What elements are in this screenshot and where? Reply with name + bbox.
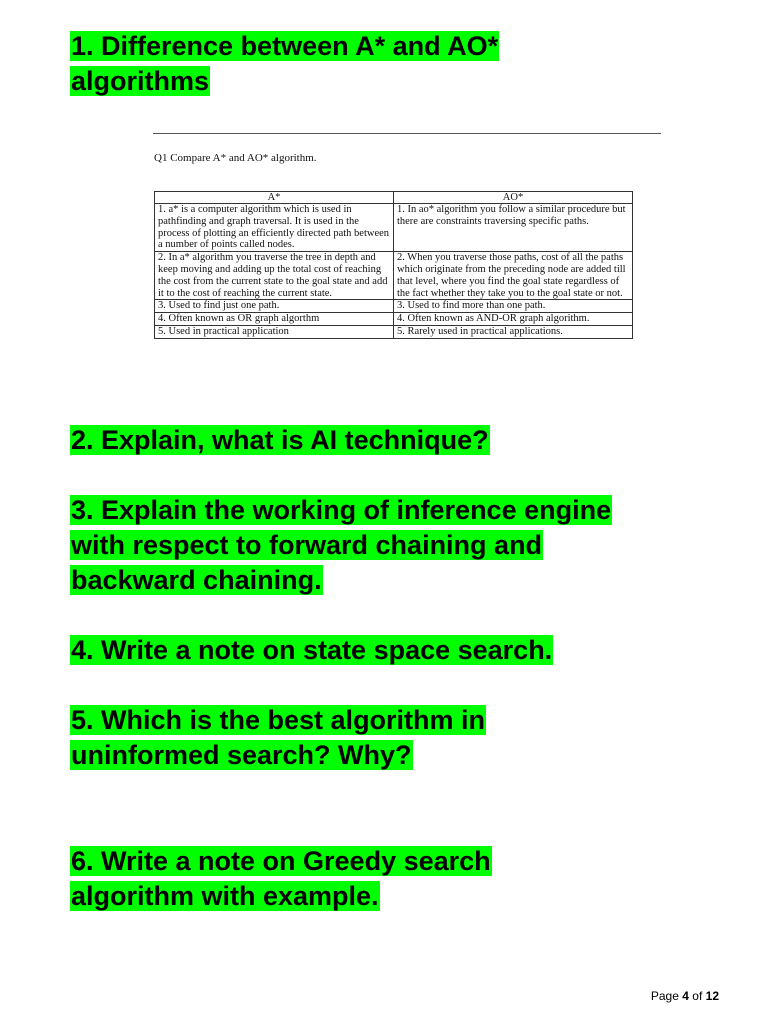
question-5-line-2: uninformed search? Why?: [71, 740, 412, 770]
table-cell: 4. Often known as OR graph algorthm: [155, 313, 394, 326]
question-3: [70, 493, 612, 598]
scan-top-rule: [153, 133, 661, 134]
question-1: [70, 29, 499, 99]
question-2: [70, 423, 490, 458]
question-3-line-2: with respect to forward chaining and: [71, 530, 543, 560]
table-cell: 1. In ao* algorithm you follow a similar procedure but there are constraints traversing specific paths.: [393, 204, 632, 252]
table-cell: 2. In a* algorithm you traverse the tree in depth and keep moving and adding up the total cost of reaching the cost from the current state to the goal state and add it to the cost of reaching the current state.: [155, 252, 394, 300]
table-cell: 5. Rarely used in practical applications.: [393, 325, 632, 338]
table-row: [155, 252, 633, 300]
table-row: [155, 204, 633, 252]
question-6-line-1: 6. Write a note on Greedy search: [71, 846, 491, 876]
comparison-table: [154, 191, 633, 339]
of-label: of: [692, 989, 703, 1003]
question-1-line-1: 1. Difference between A* and AO*: [71, 31, 499, 61]
question-4-line-1: 4. Write a note on state space search.: [71, 635, 553, 665]
table-row: [155, 300, 633, 313]
page-number: [651, 989, 719, 1003]
table-cell: 2. When you traverse those paths, cost of all the paths which originate from the preceding node are added till that level, where you find the goal state regardless of the fact whether they take you to the goal state or not.: [393, 252, 632, 300]
current-page: 4: [682, 989, 689, 1003]
table-header-row: [155, 192, 633, 204]
table-cell: 3. Used to find just one path.: [155, 300, 394, 313]
question-6-line-2: algorithm with example.: [71, 881, 379, 911]
table-cell: 1. a* is a computer algorithm which is used in pathfinding and graph traversal. It is used in the process of plotting an efficiently directed path between a number of points called nodes.: [155, 204, 394, 252]
question-4: [70, 633, 553, 668]
question-5: [70, 703, 486, 773]
table-cell: 4. Often known as AND-OR graph algorithm.: [393, 313, 632, 326]
page-label: Page: [650, 989, 679, 1003]
scan-title: Q1 Compare A* and AO* algorithm.: [154, 152, 317, 164]
question-1-line-2: algorithms: [71, 66, 210, 96]
question-5-line-1: 5. Which is the best algorithm in: [71, 705, 486, 735]
table-row: [155, 313, 633, 326]
table-cell: 5. Used in practical application: [155, 325, 394, 338]
question-3-line-1: 3. Explain the working of inference engine: [71, 495, 612, 525]
table-cell: 3. Used to find more than one path.: [393, 300, 632, 313]
table-header-ao-star: AO*: [393, 192, 632, 204]
question-3-line-3: backward chaining.: [71, 565, 322, 595]
question-6: [70, 844, 492, 914]
scanned-comparison-table-image: [150, 128, 663, 410]
total-pages: 12: [705, 989, 719, 1003]
table-row: [155, 325, 633, 338]
question-2-line-1: 2. Explain, what is AI technique?: [71, 425, 489, 455]
table-header-a-star: A*: [155, 192, 394, 204]
